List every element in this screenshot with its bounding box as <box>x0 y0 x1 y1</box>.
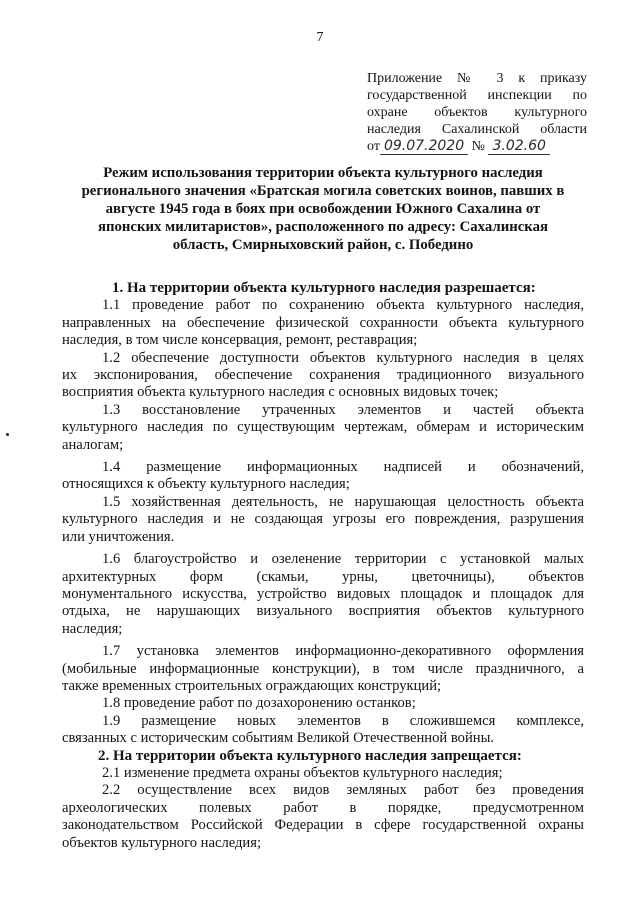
title-line: Режим использования территории объекта культурного наследия <box>103 165 543 181</box>
clause-1-8: 1.8 проведение работ по дозахоронению останков; <box>102 695 416 712</box>
clause-1-5: 1.5 хозяйственная деятельность, не нарушающая целостность объекта культурного наследия и не создающая угрозы его повреждения, разрушения или уничтожения. <box>62 493 584 545</box>
section-heading: 1. На территории объекта культурного наследия разрешается: <box>112 280 536 296</box>
clause-1-3: 1.3 восстановление утраченных элементов и частей объекта культурного наследия по существующим чертежам, обмерам и историческим аналогам; <box>62 401 584 453</box>
annex-line: Приложение № 3 к приказу <box>367 71 587 86</box>
clause-1-6: 1.6 благоустройство и озеленение территории с установкой малых архитектурных форм (скамьи, урны, цветочницы), объектов монументального искусства, устройство видовых площадок и площадок для отдыха, не нарушающих визуального восприятия объектов культурного наследия; <box>62 551 584 637</box>
annex-line: охране объектов культурного <box>367 105 587 120</box>
clause-1-4: 1.4 размещение информационных надписей и обозначений, относящихся к объекту культурного наследия; <box>62 459 584 493</box>
document-title <box>62 164 584 254</box>
clause-1-9: 1.9 размещение новых элементов в сложившемся комплексе, связанных с историческим событиям Великой Отечественной войны. <box>62 712 584 747</box>
annex-header <box>367 70 587 155</box>
clause-1-7: 1.7 установка элементов информационно-декоративного оформления (мобильные информационные конструкции), в том числе праздничного, а также временных строительных ограждающих конструкций; <box>62 643 584 694</box>
title-line: японских милитаристов», расположенного по адресу: Сахалинская <box>97 219 549 235</box>
annex-line: государственной инспекции по <box>367 88 587 103</box>
title-line: область, Смирныховский район, с. Победино <box>172 237 474 253</box>
margin-dot <box>6 433 9 436</box>
document-body <box>62 278 584 852</box>
date-prefix: от <box>367 139 380 154</box>
number-prefix: № <box>471 139 485 154</box>
handwritten-date: 09.07.2020 <box>380 138 468 155</box>
order-date-line <box>367 138 587 155</box>
title-line: регионального значения «Братская могила советских воинов, павших в <box>81 183 565 199</box>
clause-1-1: 1.1 проведение работ по сохранению объекта культурного наследия, направленных на обеспечение физической сохранности объекта культурного наследия, в том числе консервация, ремонт, реставрация; <box>62 297 584 349</box>
page-number: 7 <box>316 30 324 45</box>
clause-1-2: 1.2 обеспечение доступности объектов культурного наследия в целях их экспонирования, обеспечение сохранения традиционного визуального восприятия объекта культурного наследия с основных видовых точек; <box>62 349 584 401</box>
annex-line: наследия Сахалинской области <box>367 122 587 137</box>
title-line: августе 1945 года в боях при освобождении Южного Сахалина от <box>105 201 541 217</box>
clause-2-1: 2.1 изменение предмета охраны объектов культурного наследия; <box>102 764 503 781</box>
section-heading: 2. На территории объекта культурного наследия запрещается: <box>98 747 522 764</box>
clause-2-2: 2.2 осуществление всех видов земляных работ без проведения археологических полевых работ в порядке, предусмотренном законодательством Российской Федерации в сфере государственной охраны объектов культурного наследия; <box>62 782 584 851</box>
handwritten-number: 3.02.60 <box>488 138 549 155</box>
